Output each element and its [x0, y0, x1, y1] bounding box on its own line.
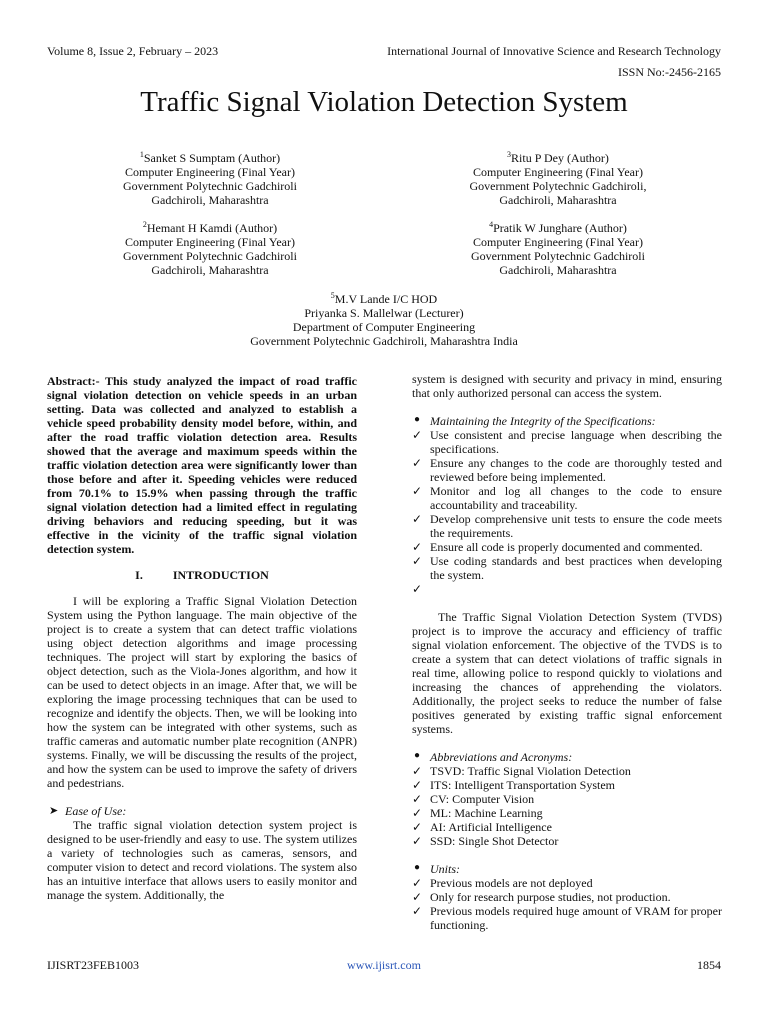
check-icon: ✓	[412, 806, 423, 820]
footer-paper-code: IJISRT23FEB1003	[47, 958, 139, 972]
hod-inst: Government Polytechnic Gadchiroli, Maharashtra India	[250, 334, 518, 348]
intro-paragraph: I will be exploring a Traffic Signal Violation Detection System using the Python language. The main objective of the project is to create a system that can detect traffic violations using object detection algorithms and image processing techniques. The project will start by exploring the basics of object detection, such as the Viola-Jones algorithm, and how it can be used to detect objects in an image. After that, we will be exploring the image processing techniques that can be used to recognize and identify the objects. Then, we will be looking into how the system can be integrated with other systems, such as traffic cameras and automatic number plate recognition (ANPR) systems. Finally, we will be discussing the results of the project, and how the system can be used to improve the safety of drivers and pedestrians.	[47, 594, 357, 790]
list-item	[412, 582, 722, 596]
arrow-bullet-icon: ➤	[49, 805, 59, 817]
abstract: Abstract:- This study analyzed the impact of road traffic signal violation detection on vehicle speeds in an urban setting. Data was collected and analyzed to establish a vehicle speed probability density model before, within, and after the road traffic violation detection area. Results showed that the average and maximum speeds within the traffic violation detection area were significantly lower than those before and after it. Speeding vehicles were reduced from 70.1% to 15.9% when passing through the traffic signal violation detection had a limited effect in regulating driving behaviors and reducing speeding, but it was effective in the vicinity of the traffic signal violation detection system.	[47, 374, 357, 556]
author-sup: 5	[330, 291, 335, 300]
author-block-3	[428, 148, 688, 207]
units-list	[412, 876, 722, 932]
author-block-1	[80, 148, 340, 207]
check-icon: ✓	[412, 764, 423, 778]
volume-info: Volume 8, Issue 2, February – 2023	[47, 44, 219, 58]
author-sup: 3	[507, 150, 512, 159]
list-item: ✓ Previous models are not deployed	[412, 876, 593, 890]
check-icon: ✓	[412, 820, 423, 834]
units-heading-text: Units:	[430, 862, 460, 876]
check-icon: ✓	[412, 456, 423, 470]
list-item: ✓ Previous models required huge amount of VRAM for proper functioning.	[412, 904, 722, 932]
author-sup: 1	[139, 150, 144, 159]
list-item: ✓ Use consistent and precise language when describing the specifications.	[412, 428, 722, 456]
integrity-heading-text: Maintaining the Integrity of the Specifications:	[430, 414, 656, 428]
issn: ISSN No:-2456-2165	[617, 65, 721, 79]
paper-title: Traffic Signal Violation Detection System	[140, 86, 628, 118]
left-column	[47, 374, 357, 902]
check-icon: ✓	[412, 540, 423, 554]
author-city: Gadchiroli, Maharashtra	[151, 193, 269, 207]
section-title: INTRODUCTION	[172, 568, 269, 582]
abbr-heading	[412, 750, 722, 764]
list-item: ✓ CV: Computer Vision	[412, 792, 535, 806]
list-item: ✓ Use coding standards and best practices when developing the system.	[412, 554, 722, 582]
author-dept: Computer Engineering (Final Year)	[125, 235, 295, 249]
footer-url-link[interactable]: www.ijisrt.com	[347, 958, 421, 972]
hod-name: M.V Lande I/C HOD	[334, 292, 438, 306]
check-icon: ✓	[412, 834, 423, 848]
hod-block	[184, 289, 584, 348]
list-item: ✓ Monitor and log all changes to the code to ensure accountability and traceability.	[412, 484, 722, 512]
author-inst: Government Polytechnic Gadchiroli	[123, 249, 297, 263]
author-name: Hemant H Kamdi (Author)	[146, 221, 278, 235]
author-dept: Computer Engineering (Final Year)	[125, 165, 295, 179]
section-heading	[47, 568, 357, 582]
check-icon: ✓	[412, 792, 423, 806]
author-inst: Government Polytechnic Gadchiroli	[471, 249, 645, 263]
author-inst: Government Polytechnic Gadchiroli,	[469, 179, 647, 193]
author-name: Sanket S Sumptam (Author)	[143, 151, 281, 165]
lecturer-name: Priyanka S. Mallelwar (Lecturer)	[304, 306, 464, 320]
author-dept: Computer Engineering (Final Year)	[473, 235, 643, 249]
right-column	[412, 372, 722, 932]
integrity-heading	[412, 414, 722, 428]
author-city: Gadchiroli, Maharashtra	[499, 193, 617, 207]
ease-heading	[47, 804, 357, 818]
list-item: ✓ Ensure any changes to the code are thoroughly tested and reviewed before being implemented.	[412, 456, 722, 484]
author-block-4	[428, 218, 688, 277]
ease-heading-text: Ease of Use:	[65, 804, 127, 818]
list-item: ✓ Only for research purpose studies, not production.	[412, 890, 671, 904]
check-icon: ✓	[412, 890, 423, 904]
author-sup: 4	[489, 220, 494, 229]
check-icon: ✓	[412, 554, 423, 568]
author-inst: Government Polytechnic Gadchiroli	[123, 179, 297, 193]
check-icon: ✓	[412, 876, 423, 890]
author-sup: 2	[142, 220, 147, 229]
abbr-list	[412, 764, 722, 848]
list-item: ✓ SSD: Single Shot Detector	[412, 834, 559, 848]
list-item: ✓ ML: Machine Learning	[412, 806, 543, 820]
journal-name: International Journal of Innovative Science and Research Technology	[387, 44, 721, 58]
author-block-2	[80, 218, 340, 277]
bullet-icon: ●	[414, 750, 421, 761]
bullet-icon: ●	[414, 862, 421, 873]
list-item: ✓ TSVD: Traffic Signal Violation Detection	[412, 764, 631, 778]
author-dept: Computer Engineering (Final Year)	[473, 165, 643, 179]
author-city: Gadchiroli, Maharashtra	[151, 263, 269, 277]
section-number: I.	[135, 568, 143, 582]
check-icon: ✓	[412, 904, 423, 918]
author-city: Gadchiroli, Maharashtra	[499, 263, 617, 277]
footer-page-number: 1854	[697, 958, 721, 972]
list-item: ✓ ITS: Intelligent Transportation System	[412, 778, 615, 792]
bullet-icon: ●	[414, 414, 421, 425]
units-heading	[412, 862, 722, 876]
list-item: ✓ Ensure all code is properly documented and commented.	[412, 540, 703, 554]
abbr-heading-text: Abbreviations and Acronyms:	[430, 750, 573, 764]
list-item: ✓ Develop comprehensive unit tests to ensure the code meets the requirements.	[412, 512, 722, 540]
check-icon: ✓	[412, 512, 423, 526]
author-name: Pratik W Junghare (Author)	[493, 221, 627, 235]
check-icon: ✓	[412, 428, 423, 442]
check-icon: ✓	[412, 484, 423, 498]
author-name: Ritu P Dey (Author)	[511, 151, 609, 165]
tvds-paragraph: The Traffic Signal Violation Detection System (TVDS) project is to improve the accuracy and efficiency of traffic signal violation enforcement. The objective of the TVDS is to create a system that can detect violations of traffic signals in real time, allowing police to respond quickly to violations and increasing the chances of apprehending the violators. Additionally, the project seeks to reduce the number of false positives generated by existing traffic signal enforcement systems.	[412, 610, 722, 736]
hod-dept: Department of Computer Engineering	[292, 320, 476, 334]
check-icon: ✓	[412, 582, 423, 596]
continued-paragraph: system is designed with security and privacy in mind, ensuring that only authorized personal can access the system.	[412, 372, 722, 400]
check-icon: ✓	[412, 778, 423, 792]
list-item: ✓ AI: Artificial Intelligence	[412, 820, 552, 834]
integrity-list	[412, 428, 722, 596]
ease-paragraph: The traffic signal violation detection system project is designed to be user-friendly and easy to use. The system utilizes a variety of technologies such as cameras, sensors, and computer vision to detect and record violations. The system also has an intuitive interface that allows users to easily monitor and manage the system. Additionally, the	[47, 818, 357, 902]
